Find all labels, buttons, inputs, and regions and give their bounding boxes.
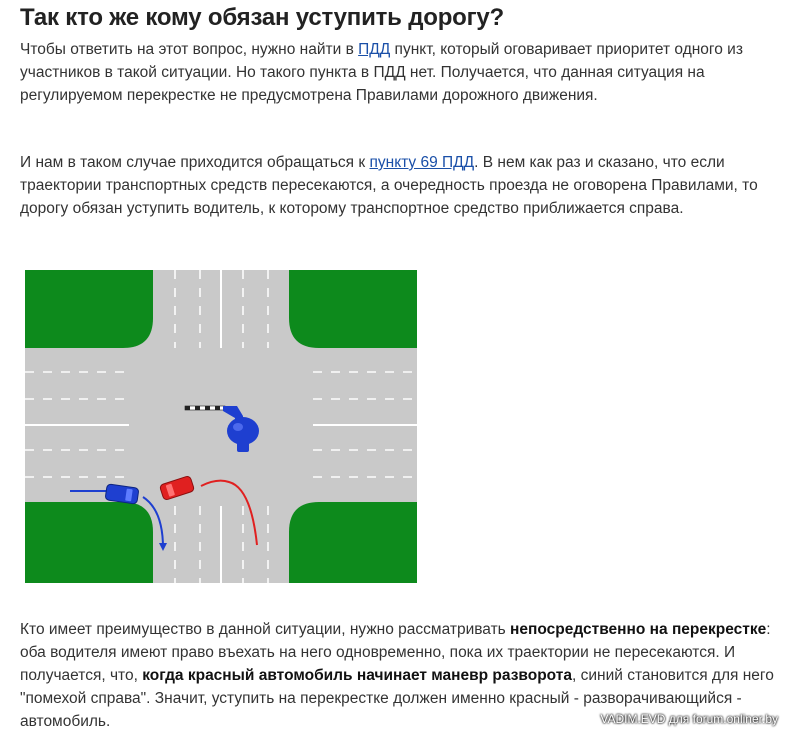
grass-top-left	[25, 270, 153, 348]
paragraph-text: Чтобы ответить на этот вопрос, нужно найти в	[20, 41, 359, 58]
pdd-69-link[interactable]: пункту 69 ПДД	[369, 154, 475, 171]
bold-text: непосредственно на перекрестке	[510, 621, 767, 638]
grass-bottom-right	[289, 502, 417, 583]
paragraph-intro	[20, 38, 780, 107]
paragraph-text: . В нем как раз и сказано, что если траектории транспортных средств пересекаются, а очередность проезда не оговорена Правилами, то дорогу обязан уступить водитель, к которому транспортное средство приближается справа.	[20, 154, 758, 217]
grass-bottom-left	[25, 502, 153, 583]
bold-text: когда красный автомобиль начинает маневр разворота	[142, 667, 572, 684]
paragraph-text: И нам в таком случае приходится обращаться к	[20, 154, 370, 171]
grass-top-right	[289, 270, 417, 348]
pdd-link[interactable]: ПДД	[358, 41, 391, 58]
paragraph-text: : оба водителя имеют право въехать на него одновременно, пока их траектории не пересекаются. И получается, что,	[20, 621, 771, 684]
paragraph-rule	[20, 151, 780, 220]
paragraph-text: Кто имеет преимущество в данной ситуации, нужно рассматривать	[20, 621, 511, 638]
watermark: VADIM.EVD для forum.onliner.by	[600, 712, 778, 726]
paragraph-text: пункт, который оговаривает приоритет одного из участников в такой ситуации. Но такого пункта в ПДД нет. Получается, что данная ситуация на регулируемом перекрестке не предусмотрена Правилами дорожного движения.	[20, 41, 743, 104]
intersection-diagram	[25, 270, 417, 583]
paragraph-text: , синий становится для него "помехой справа". Значит, уступить на перекрестке должен именно красный - разворачивающийся - автомобиль.	[20, 667, 774, 730]
article-title: Так кто же кому обязан уступить дорогу?	[20, 4, 505, 31]
